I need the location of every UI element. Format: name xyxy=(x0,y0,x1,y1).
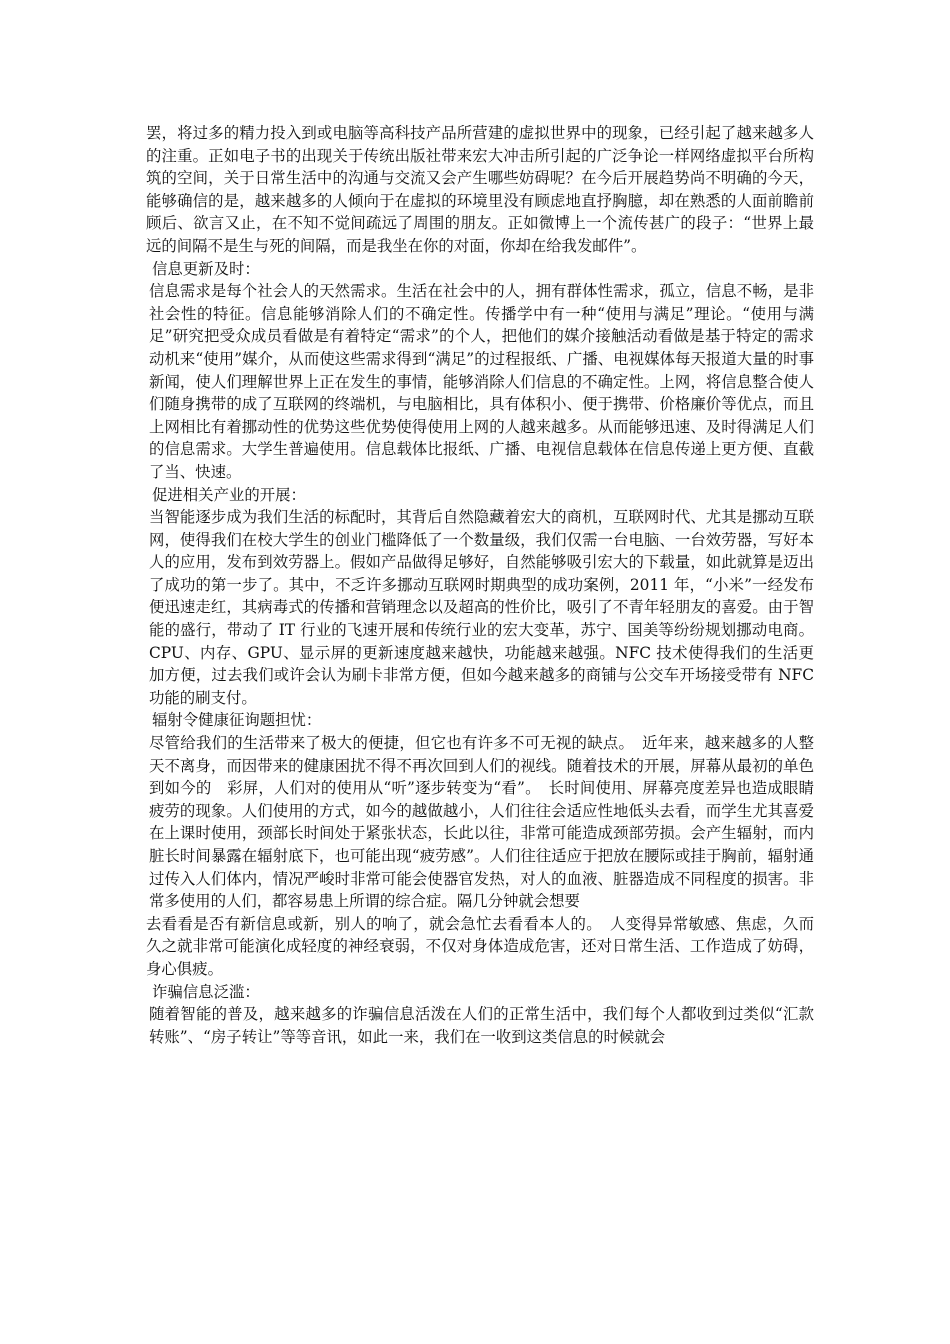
document-body xyxy=(146,122,814,1048)
paragraph-info-update: 信息需求是每个社会人的天然需求。生活在社会中的人，拥有群体性需求，孤立，信息不畅，是非社会性的特征。信息能够消除人们的不确定性。传播学中有一种“使用与满足”理论。“使用与满足”研究把受众成员看做是有着特定“需求”的个人，把他们的媒介接触活动看做是基于特定的需求动机来“使用”媒介，从而使这些需求得到“满足”的过程报纸、广播、电视媒体每天报道大量的时事新闻，使人们理解世界上正在发生的事情，能够消除人们信息的不确定性。上网，将信息整合使人们随身携带的成了互联网的终端机，与电脑相比，具有体积小、便于携带、价格廉价等优点，而且上网相比有着挪动性的优势这些优势使得使用上网的人越来越多。从而能够迅速、及时得满足人们的信息需求。大学生普遍使用。信息载体比报纸、广播、电视信息载体在信息传递上更方便、直截了当、快速。 xyxy=(149,282,814,481)
heading-fraud: 诈骗信息泛滥： xyxy=(152,982,260,1001)
paragraph-intro: 罢，将过多的精力投入到或电脑等高科技产品所营建的虚拟世界中的现象，已经引起了越来越多人的注重。正如电子书的出现关于传统出版社带来宏大冲击所引起的广泛争论一样网络虚拟平台所构筑的空间，关于日常生活中的沟通与交流又会产生哪些妨碍呢？在今后开展趋势尚不明确的今天，能够确信的是，越来越多的人倾向于在虚拟的环境里没有顾虑地直抒胸臆，却在熟悉的人面前瞻前顾后、欲言又止，在不知不觉间疏远了周围的朋友。正如微博上一个流传甚广的段子：“世界上最远的间隔不是生与死的间隔，而是我坐在你的对面，你却在给我发邮件”。 xyxy=(146,124,814,255)
heading-info-update: 信息更新及时： xyxy=(152,259,260,278)
heading-radiation: 辐射令健康征询题担忧： xyxy=(152,711,322,730)
paragraph-industry: 当智能逐步成为我们生活的标配时，其背后自然隐藏着宏大的商机，互联网时代、尤其是挪动互联网，使得我们在校大学生的创业门槛降低了一个数量级，我们仅需一台电脑、一台效劳器，写好本人的应用，发布到效劳器上。假如产品做得足够好，自然能够吸引宏大的下载量，如此就算是迈出了成功的第一步了。其中，不乏许多挪动互联网时期典型的成功案例，2011 年，“小米”一经发布便迅速走红，其病毒式的传播和营销理念以及超高的性价比，吸引了不青年轻朋友的喜爱。由于智能的盛行，带动了 IT 行业的飞速开展和传统行业的宏大变革，苏宁、国美等纷纷规划挪动电商。CPU、内存、GPU、显示屏的更新速度越来越快，功能越来越强。NFC 技术使得我们的生活更加方便，过去我们或许会认为刷卡非常方便，但如今越来越多的商铺与公交车开场接受带有 NFC 功能的刷支付。 xyxy=(149,508,814,707)
paragraph-fraud: 随着智能的普及，越来越多的诈骗信息活泼在人们的正常生活中，我们每个人都收到过类似“汇款转账”、“房子转让”等等音讯，如此一来，我们在一收到这类信息的时候就会 xyxy=(149,1005,814,1046)
heading-industry: 促进相关产业的开展： xyxy=(152,485,306,504)
paragraph-radiation: 尽管给我们的生活带来了极大的便捷，但它也有许多不可无视的缺点。 近年来，越来越多的人整天不离身，而因带来的健康困扰不得不再次回到人们的视线。随着技术的开展，屏幕从最初的单色到如今的 彩屏，人们对的使用从“听”逐步转变为“看”。 长时间使用、屏幕亮度差异也造成眼睛疲劳的现象。人们使用的方式，如今的越做越小，人们往往会适应性地低头去看，而学生尤其喜爱在上课时使用，颈部长时间处于紧张状态，长此以往，非常可能造成颈部劳损。会产生辐射，而内脏长时间暴露在辐射底下，也可能出现“疲劳感”。人们往往适应于把放在腰际或挂于胸前，辐射通过传入人们体内，情况严峻时非常可能会使器官发热，对人的血液、脏器造成不同程度的损害。非常多使用的人们，都容易患上所谓的综合症。隔几分钟就会想要 xyxy=(149,734,814,911)
paragraph-radiation-continued: 去看看是否有新信息或新，别人的响了，就会急忙去看看本人的。 人变得异常敏感、焦虑，久而久之就非常可能演化成轻度的神经衰弱，不仅对身体造成危害，还对日常生活、工作造成了妨碍，身心俱疲。 xyxy=(146,914,814,978)
